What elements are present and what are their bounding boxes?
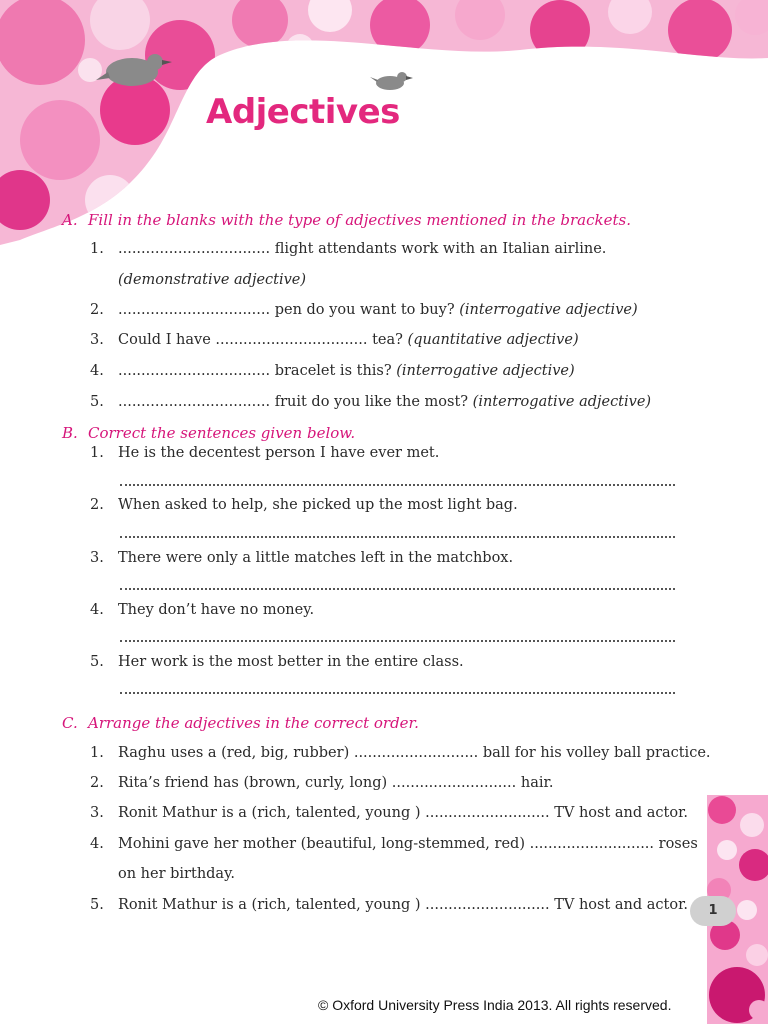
list-item <box>90 394 651 410</box>
item-number: 4. <box>90 836 104 852</box>
list-item <box>90 654 464 670</box>
section-a-instruction: Fill in the blanks with the type of adjectives mentioned in the brackets. <box>88 211 631 229</box>
list-item <box>90 602 314 618</box>
item-continuation: on her birthday. <box>118 866 235 882</box>
item-number: 5. <box>90 394 104 410</box>
answer-line[interactable] <box>120 692 675 694</box>
list-item <box>90 332 579 348</box>
item-text: ................................. fruit do you like the most? <box>118 394 473 410</box>
item-text: Rita’s friend has (brown, curly, long) ........................... hair. <box>118 775 554 791</box>
list-item <box>90 241 606 257</box>
item-number: 5. <box>90 654 104 670</box>
item-number: 4. <box>90 363 104 379</box>
item-text: Ronit Mathur is a (rich, talented, young ) ........................... TV host and actor. <box>118 805 689 821</box>
item-hint: (interrogative adjective) <box>472 394 652 410</box>
item-text: Mohini gave her mother (beautiful, long-stemmed, red) ........................... roses <box>118 836 698 852</box>
item-number: 3. <box>90 805 104 821</box>
item-number: 3. <box>90 550 104 566</box>
item-number: 1. <box>90 241 104 257</box>
list-item <box>90 302 638 318</box>
section-b-instruction: Correct the sentences given below. <box>88 424 356 442</box>
item-hint: (interrogative adjective) <box>396 363 575 379</box>
item-text: ................................. flight attendants work with an Italian airline. <box>118 241 607 257</box>
list-item <box>90 363 575 379</box>
section-c-heading <box>62 714 419 732</box>
item-number: 2. <box>90 302 104 318</box>
section-b-heading <box>62 424 355 442</box>
list-item <box>90 836 698 852</box>
answer-line[interactable] <box>120 588 675 590</box>
list-item <box>90 445 439 461</box>
section-a-letter: A. <box>62 211 78 229</box>
item-text: When asked to help, she picked up the most light bag. <box>118 497 518 513</box>
item-number: 2. <box>90 775 104 791</box>
item-text: Raghu uses a (red, big, rubber) ........................... ball for his volley ball practice. <box>118 745 711 761</box>
bird-icon <box>370 72 413 90</box>
list-item <box>90 775 553 791</box>
item-text: They don’t have no money. <box>118 602 315 618</box>
copyright-footer: © Oxford University Press India 2013. All rights reserved. <box>318 997 672 1013</box>
answer-line[interactable] <box>120 640 675 642</box>
section-a-heading <box>62 211 631 229</box>
item-text: He is the decentest person I have ever met. <box>118 445 440 461</box>
item-hint: (interrogative adjective) <box>459 302 638 318</box>
item-number: 3. <box>90 332 104 348</box>
item-number: 4. <box>90 602 104 618</box>
item-number: 1. <box>90 745 104 761</box>
answer-line[interactable] <box>120 484 675 486</box>
section-c-instruction: Arrange the adjectives in the correct order. <box>88 714 419 732</box>
section-c-letter: C. <box>62 714 78 732</box>
list-item <box>90 897 688 913</box>
page-number-badge: 1 <box>690 896 736 926</box>
answer-line[interactable] <box>120 536 675 538</box>
item-hint: (demonstrative adjective) <box>118 272 307 288</box>
item-hint: (quantitative adjective) <box>407 332 579 348</box>
item-text: Ronit Mathur is a (rich, talented, young ) ........................... TV host and actor. <box>118 897 689 913</box>
list-item <box>90 497 518 513</box>
item-text: Could I have ................................. tea? <box>118 332 408 348</box>
item-number: 2. <box>90 497 104 513</box>
list-item <box>90 745 711 761</box>
page-title: Adjectives <box>206 92 400 132</box>
section-b-letter: B. <box>62 424 78 442</box>
item-text: ................................. bracelet is this? <box>118 363 397 379</box>
item-text: ................................. pen do you want to buy? <box>118 302 460 318</box>
item-number: 5. <box>90 897 104 913</box>
list-item <box>90 550 513 566</box>
item-text: There were only a little matches left in the matchbox. <box>118 550 514 566</box>
list-item <box>90 805 688 821</box>
item-number: 1. <box>90 445 104 461</box>
item-text: Her work is the most better in the entire class. <box>118 654 464 670</box>
